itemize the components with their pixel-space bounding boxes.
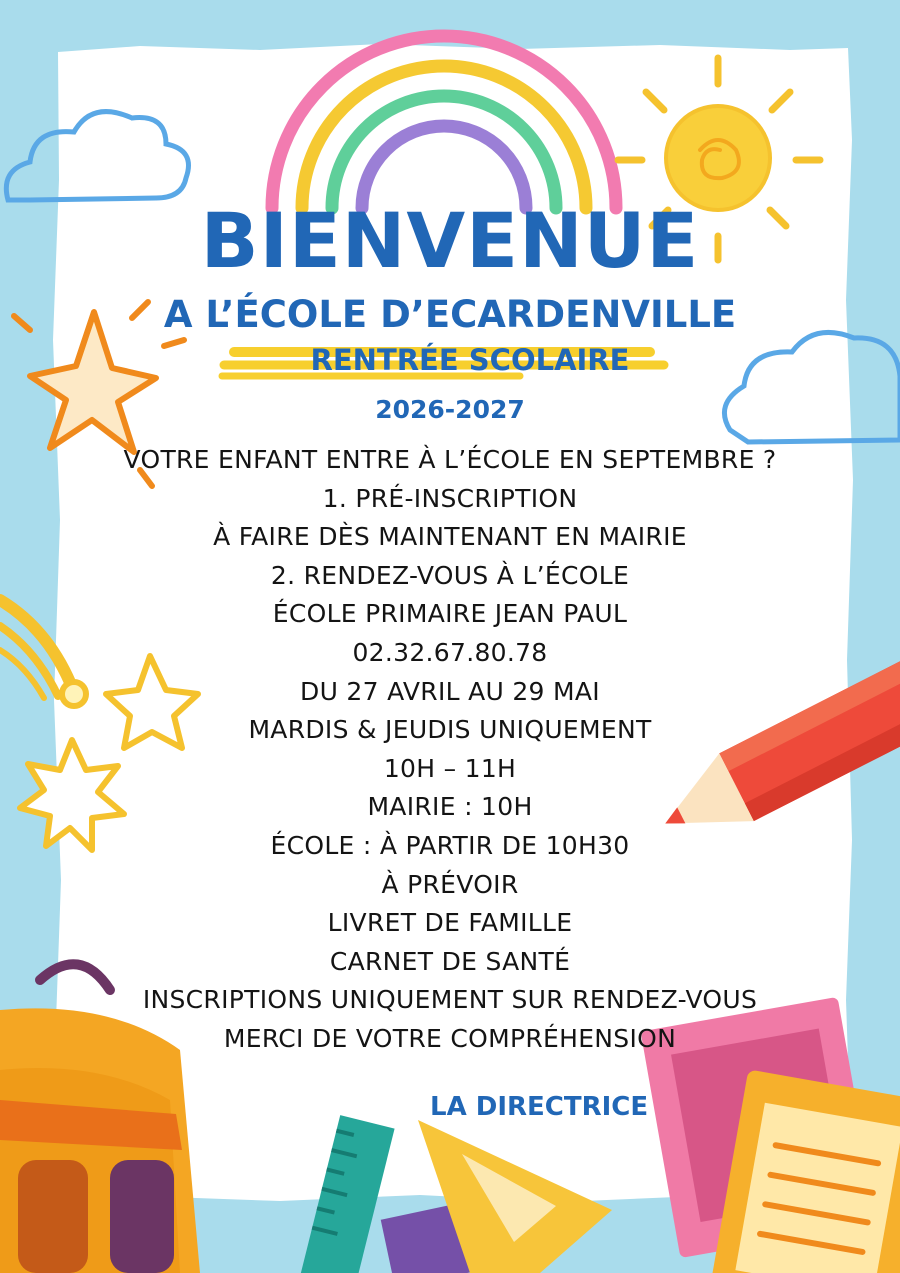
info-line: ÉCOLE PRIMAIRE JEAN PAUL: [272, 599, 628, 629]
info-line: MAIRIE : 10H: [367, 792, 533, 822]
banner-text: RENTRÉE SCOLAIRE: [310, 343, 630, 377]
info-line: DU 27 AVRIL AU 29 MAI: [300, 676, 600, 706]
info-line: VOTRE ENFANT ENTRE À L’ÉCOLE EN SEPTEMBRE ?: [123, 445, 777, 474]
info-line: À FAIRE DÈS MAINTENANT EN MAIRIE: [213, 522, 687, 552]
info-line: À PRÉVOIR: [381, 869, 519, 899]
school-name: A L’ÉCOLE D’ECARDENVILLE: [163, 293, 737, 336]
info-line: INSCRIPTIONS UNIQUEMENT SUR RENDEZ-VOUS: [142, 985, 758, 1015]
info-text: [0, 441, 900, 1059]
info-line: MERCI DE VOTRE COMPRÉHENSION: [223, 1023, 677, 1053]
info-line: 1. PRÉ-INSCRIPTION: [322, 483, 578, 513]
info-line: ÉCOLE : À PARTIR DE 10H30: [270, 830, 630, 860]
phone-number: 02.32.67.80.78: [352, 637, 548, 667]
info-line: CARNET DE SANTÉ: [329, 946, 571, 976]
info-line: 2. RENDEZ-VOUS À L’ÉCOLE: [270, 560, 630, 590]
page-title: BIENVENUE: [200, 196, 700, 285]
info-line: MARDIS & JEUDIS UNIQUEMENT: [248, 715, 652, 745]
signature: LA DIRECTRICE: [430, 1092, 649, 1122]
info-line: 10H – 11H: [383, 753, 517, 783]
info-line: LIVRET DE FAMILLE: [327, 908, 573, 938]
school-year: 2026-2027: [375, 395, 525, 424]
